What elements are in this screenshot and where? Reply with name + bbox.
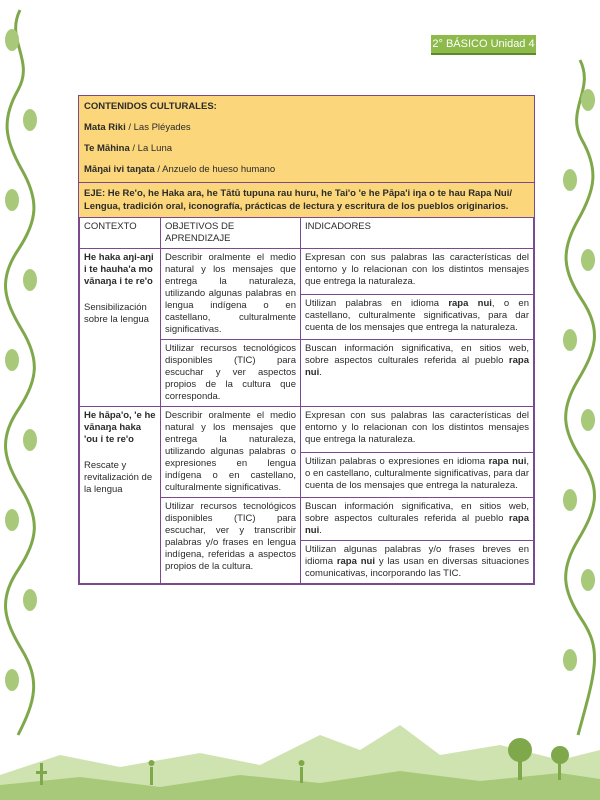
cultural-item: Mata Riki / Las Pléyades [84, 122, 191, 133]
indicator-cell: Buscan información significativa, en sitios web, sobre aspectos culturales referida al pueblo rapa nui. [301, 498, 534, 541]
indicator-cell: Utilizan palabras o expresiones en idioma rapa nui, o en castellano, culturalmente significativas, para dar cuenta de los mensajes que entrega la naturaleza. [301, 452, 534, 498]
header-contexto: CONTEXTO [80, 218, 161, 249]
indicator-cell: Expresan con sus palabras las características del entorno y lo relacionan con los distintos mensajes que entrega la naturaleza. [301, 407, 534, 453]
table-row [80, 249, 534, 295]
badge-underline [431, 53, 536, 55]
grade-unit-badge: 2° BÁSICO Unidad 4 [431, 35, 536, 53]
context-cell: He hāpa'o, 'e he vānaŋa haka 'ou i te re'o Rescate y revitalización de la lengua [80, 407, 161, 584]
objective-cell: Utilizar recursos tecnológicos disponibles (TIC) para escuchar, ver y transcribir palabras y/o frases en lengua indígena, referidas a aspectos propios de la cultura. [161, 498, 301, 584]
eje-statement: EJE: He Re'o, he Haka ara, he Tātū tupuna rau huru, he Tai'o 'e he Pāpa'i iŋa o te hau Rapa Nui/ Lengua, tradición oral, iconografía, prácticas de lectura y escritura de los pueblos originarios. [79, 182, 534, 217]
indicator-cell: Expresan con sus palabras las características del entorno y lo relacionan con los distintos mensajes que entrega la naturaleza. [301, 249, 534, 295]
cultural-contents-box [79, 96, 534, 182]
content-document [78, 95, 535, 585]
table-header-row [80, 218, 534, 249]
decorative-border-right [558, 0, 600, 740]
objective-cell: Describir oralmente el medio natural y los mensajes que entrega la naturaleza, utilizando algunas palabras en lengua indígena o en castellano, culturalmente significativas. [161, 249, 301, 340]
indicator-cell: Utilizan palabras en idioma rapa nui, o en castellano, culturalmente significativas, para dar cuenta de los mensajes que entrega la naturaleza. [301, 294, 534, 340]
header-indicadores: INDICADORES [301, 218, 534, 249]
cultural-item: Te Māhina / La Luna [84, 143, 173, 154]
decorative-border-left [0, 0, 42, 740]
indicator-cell: Buscan información significativa, en sitios web, sobre aspectos culturales referida al pueblo rapa nui. [301, 340, 534, 407]
curriculum-table [79, 217, 534, 584]
objective-cell: Utilizar recursos tecnológicos disponibles (TIC) para escuchar y ver aspectos propios de la cultura que corresponda. [161, 340, 301, 407]
objective-cell: Describir oralmente el medio natural y los mensajes que entrega la naturaleza, utilizando algunas palabras o expresiones en lengua indígena o en castellano, culturalmente significativas. [161, 407, 301, 498]
cultural-item: Māŋai ivi taŋata / Anzuelo de hueso humano [84, 164, 276, 175]
table-row [80, 407, 534, 453]
context-cell: He haka aŋi-aŋi i te hauha'a mo vānaŋa i te re'o Sensibilización sobre la lengua [80, 249, 161, 407]
header-objetivos: OBJETIVOS DE APRENDIZAJE [161, 218, 301, 249]
indicator-cell: Utilizan algunas palabras y/o frases breves en idioma rapa nui y las usan en diversas situaciones comunicativas, incorporando las TIC. [301, 541, 534, 584]
decorative-landscape [0, 705, 600, 800]
cultural-contents-heading: CONTENIDOS CULTURALES: [84, 101, 217, 112]
